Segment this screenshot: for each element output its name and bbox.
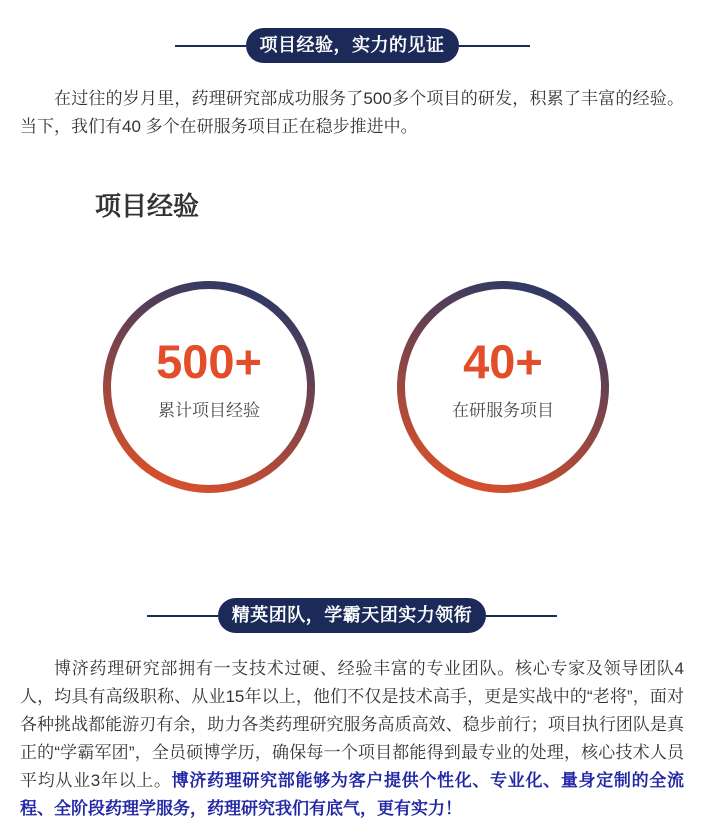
stat-content — [103, 273, 315, 485]
team-banner-pill — [218, 598, 487, 633]
team-banner-row — [0, 598, 704, 633]
team-banner-label: 精英团队，学霸天团实力领衔 — [231, 605, 473, 625]
stat-value: 40+ — [463, 334, 543, 388]
projects-banner-pill — [246, 28, 459, 63]
banner-line-right — [459, 45, 530, 47]
stats-row — [0, 281, 704, 493]
stat-label: 累计项目经验 — [158, 401, 260, 421]
banner-line-right — [486, 615, 557, 617]
banner-line-left — [147, 615, 218, 617]
stat-value: 500+ — [156, 334, 262, 388]
team-paragraph-regular: 博济药理研究部拥有一支技术过硬、经验丰富的专业团队。核心专家及领导团队4人，均具有高级职称、从业15年以上，他们不仅是技术高手，更是实战中的“老将”，面对各种挑战都能游刃有余，助力各类药理研究服务高质高效、稳步前行；项目执行团队是真正的“学霸军团”，全员硕博学历，确保每一个项目都能得到最专业的处理，核心技术人员平均从业3年以上。 — [20, 659, 684, 790]
stat-content — [397, 273, 609, 485]
stat-label: 在研服务项目 — [452, 401, 554, 421]
projects-banner-row — [0, 28, 704, 63]
stat-circle-projects-ongoing — [397, 281, 609, 493]
projects-banner-label: 项目经验，实力的见证 — [259, 35, 445, 55]
team-paragraph-highlight: 博济药理研究部能够为客户提供个性化、专业化、量身定制的全流程、全阶段药理学服务，药理研究我们有底气，更有实力！ — [20, 771, 684, 818]
intro-paragraph: 在过往的岁月里，药理研究部成功服务了500多个项目的研发，积累了丰富的经验。当下，我们有40 多个在研服务项目正在稳步推进中。 — [20, 89, 684, 136]
projects-heading: 项目经验 — [95, 191, 200, 221]
stat-circle-projects-total — [103, 281, 315, 493]
banner-line-left — [175, 45, 246, 47]
team-paragraph — [20, 655, 684, 823]
